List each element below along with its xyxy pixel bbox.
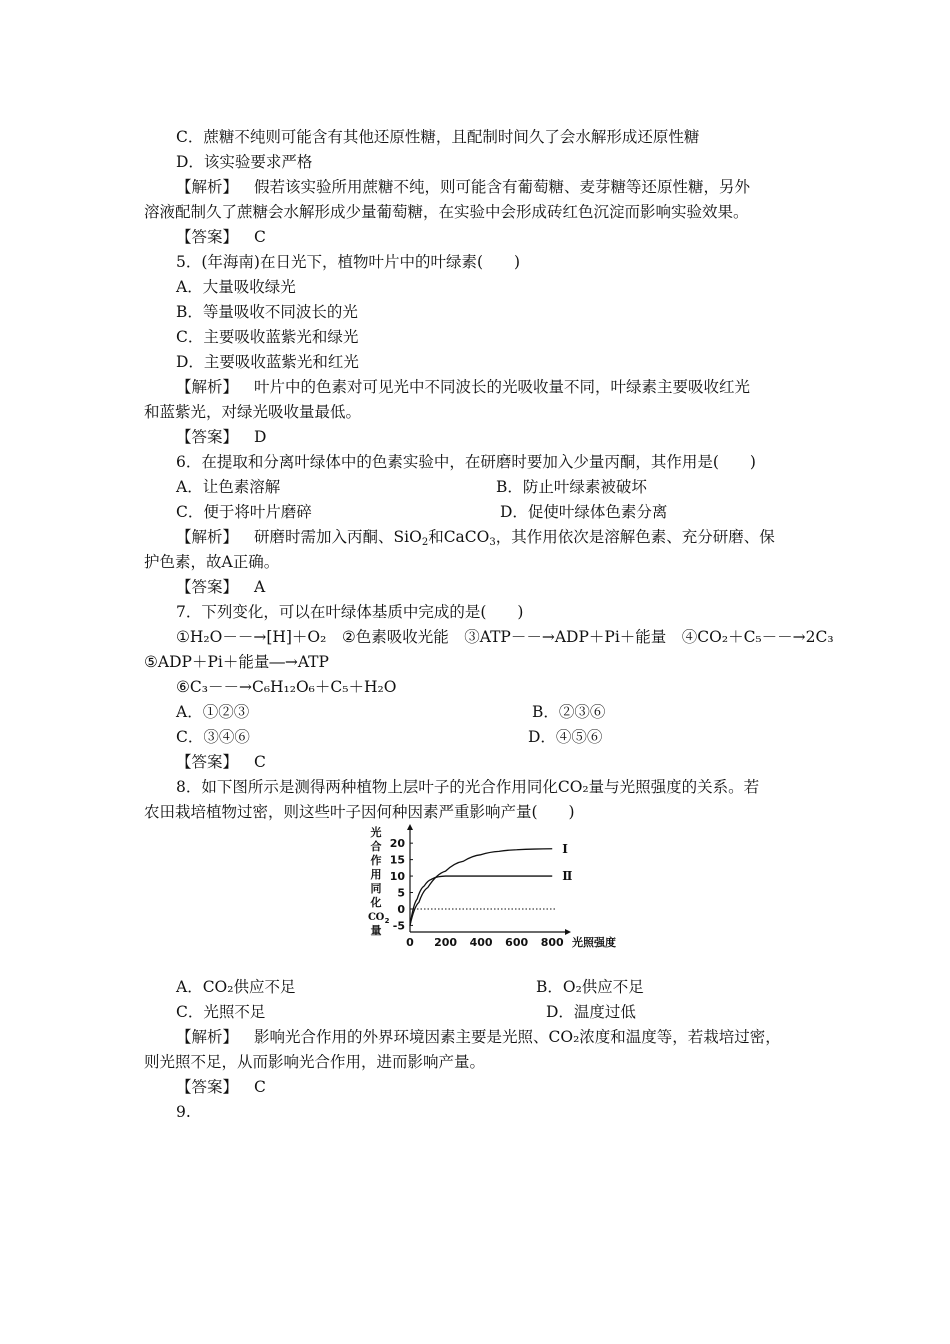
q5-stem: 5．(年海南)在日光下，植物叶片中的叶绿素( ) [176, 253, 521, 271]
q5-option-a: A．大量吸收绿光 [176, 278, 296, 296]
q8-option-a: A．CO₂供应不足 [176, 978, 296, 996]
q8-stem-line-1: 8．如下图所示是测得两种植物上层叶子的光合作用同化CO₂量与光照强度的关系。若 [176, 778, 760, 796]
analysis-text: 假若该实验所用蔗糖不纯，则可能含有葡萄糖、麦芽糖等还原性糖，另外 [254, 178, 751, 196]
y-tick-label: 20 [389, 837, 405, 851]
x-axis-label: 光照强度 [572, 936, 616, 949]
answer-tag: 【答案】 [176, 428, 239, 446]
x-tick-label: 400 [469, 936, 493, 949]
y-tick-label: 15 [389, 853, 405, 867]
y-axis-label-char: 化 [370, 896, 382, 909]
series-line-1 [410, 849, 552, 926]
q8-option-d: D．温度过低 [546, 1003, 636, 1021]
x-tick-label: 800 [540, 936, 564, 949]
analysis-text: 叶片中的色素对可见光中不同波长的光吸收量不同，叶绿素主要吸收红光 [254, 378, 751, 396]
q6-analysis-line-2: 护色素，故A正确。 [144, 553, 280, 571]
y-axis-label-char: 量 [370, 924, 382, 937]
y-axis-label-subscript: 2 [384, 917, 390, 925]
q6-option-a: A．让色素溶解 [176, 478, 281, 496]
q7-items-line-1: ①H₂O－－→[H]＋O₂ ②色素吸收光能 ③ATP－－→ADP＋Pi＋能量 ④CO₂＋C₅－－→2C₃ [176, 628, 834, 646]
y-axis-label-char: 合 [370, 840, 382, 853]
answer-value: A [254, 578, 266, 596]
series-label-2: Ⅱ [562, 869, 573, 884]
answer-tag: 【答案】 [176, 578, 239, 596]
answer-value: C [254, 228, 266, 246]
q8-stem-line-2: 农田栽培植物过密，则这些叶子因何种因素严重影响产量( ) [144, 803, 575, 821]
analysis-tag: 【解析】 [176, 528, 239, 546]
q7-stem: 7．下列变化，可以在叶绿体基质中完成的是( ) [176, 603, 524, 621]
y-tick-label: 10 [389, 870, 405, 884]
q7-answer [176, 751, 266, 773]
q8-option-c: C．光照不足 [176, 1003, 266, 1021]
q4-answer [176, 226, 266, 248]
q6-option-b: B．防止叶绿素被破坏 [496, 478, 647, 496]
q8-answer [176, 1076, 266, 1098]
answer-value: C [254, 753, 266, 771]
q5-option-c: C．主要吸收蓝紫光和绿光 [176, 328, 359, 346]
y-axis-label-char: 光 [370, 826, 382, 839]
q4-option-c: C．蔗糖不纯则可能含有其他还原性糖，且配制时间久了会水解形成还原性糖 [176, 128, 700, 146]
analysis-text: 研磨时需加入丙酮、SiO$_2$和CaCO$_3$，其作用依次是溶解色素、充分研磨、保 [254, 528, 775, 548]
q5-analysis-line-1 [176, 376, 750, 398]
q5-analysis-line-2: 和蓝紫光，对绿光吸收量最低。 [144, 403, 362, 421]
analysis-text: 影响光合作用的外界环境因素主要是光照、CO₂浓度和温度等，若栽培过密， [254, 1028, 781, 1046]
q6-option-c: C．便于将叶片磨碎 [176, 503, 312, 521]
q7-option-d: D．④⑤⑥ [528, 728, 603, 746]
y-axis-label-char: 同 [370, 882, 382, 895]
q8-analysis-line-2: 则光照不足，从而影响光合作用，进而影响产量。 [144, 1053, 486, 1071]
q5-option-d: D．主要吸收蓝紫光和红光 [176, 353, 359, 371]
answer-value: D [254, 428, 267, 446]
q7-option-a: A．①②③ [176, 703, 250, 721]
y-tick-label: 5 [397, 886, 405, 900]
q8-analysis-line-1 [176, 1026, 781, 1048]
chart-svg [366, 822, 656, 950]
analysis-tag: 【解析】 [176, 1028, 239, 1046]
y-axis-arrow [407, 824, 413, 830]
q4-analysis-line-1 [176, 176, 750, 198]
q7-option-b: B．②③⑥ [532, 703, 606, 721]
y-axis-label-char: O [375, 912, 385, 923]
q7-option-c: C．③④⑥ [176, 728, 250, 746]
q6-stem: 6．在提取和分离叶绿体中的色素实验中，在研磨时要加入少量丙酮，其作用是( ) [176, 453, 756, 471]
q7-items-line-3: ⑥C₃－－→C₆H₁₂O₆＋C₅＋H₂O [176, 678, 397, 696]
y-tick-label: 0 [397, 902, 405, 916]
x-tick-label: 0 [406, 936, 414, 949]
q4-option-d: D．该实验要求严格 [176, 153, 313, 171]
y-axis-label-char: 用 [370, 868, 382, 881]
analysis-tag: 【解析】 [176, 178, 239, 196]
answer-tag: 【答案】 [176, 228, 239, 246]
q9-stem: 9. [176, 1103, 191, 1121]
x-tick-label: 200 [434, 936, 458, 949]
q4-analysis-line-2: 溶液配制久了蔗糖会水解形成少量葡萄糖，在实验中会形成砖红色沉淀而影响实验效果。 [144, 203, 749, 221]
q5-answer [176, 426, 266, 448]
q6-option-d: D．促使叶绿体色素分离 [500, 503, 668, 521]
y-axis-label-char: 作 [370, 854, 382, 867]
x-tick-label: 600 [505, 936, 529, 949]
y-axis-label-char: C [368, 912, 376, 923]
answer-value: C [254, 1078, 266, 1096]
q8-option-b: B．O₂供应不足 [536, 978, 644, 996]
q5-option-b: B．等量吸收不同波长的光 [176, 303, 358, 321]
answer-tag: 【答案】 [176, 753, 239, 771]
y-tick-label: -5 [392, 919, 405, 933]
series-label-1: Ⅰ [562, 841, 568, 856]
answer-tag: 【答案】 [176, 1078, 239, 1096]
x-axis-arrow [565, 929, 571, 935]
q7-items-line-2: ⑤ADP＋Pi＋能量―→ATP [144, 653, 329, 671]
q6-analysis-line-1 [176, 526, 775, 548]
q6-answer [176, 576, 265, 598]
analysis-tag: 【解析】 [176, 378, 239, 396]
photosynthesis-chart [366, 822, 656, 950]
